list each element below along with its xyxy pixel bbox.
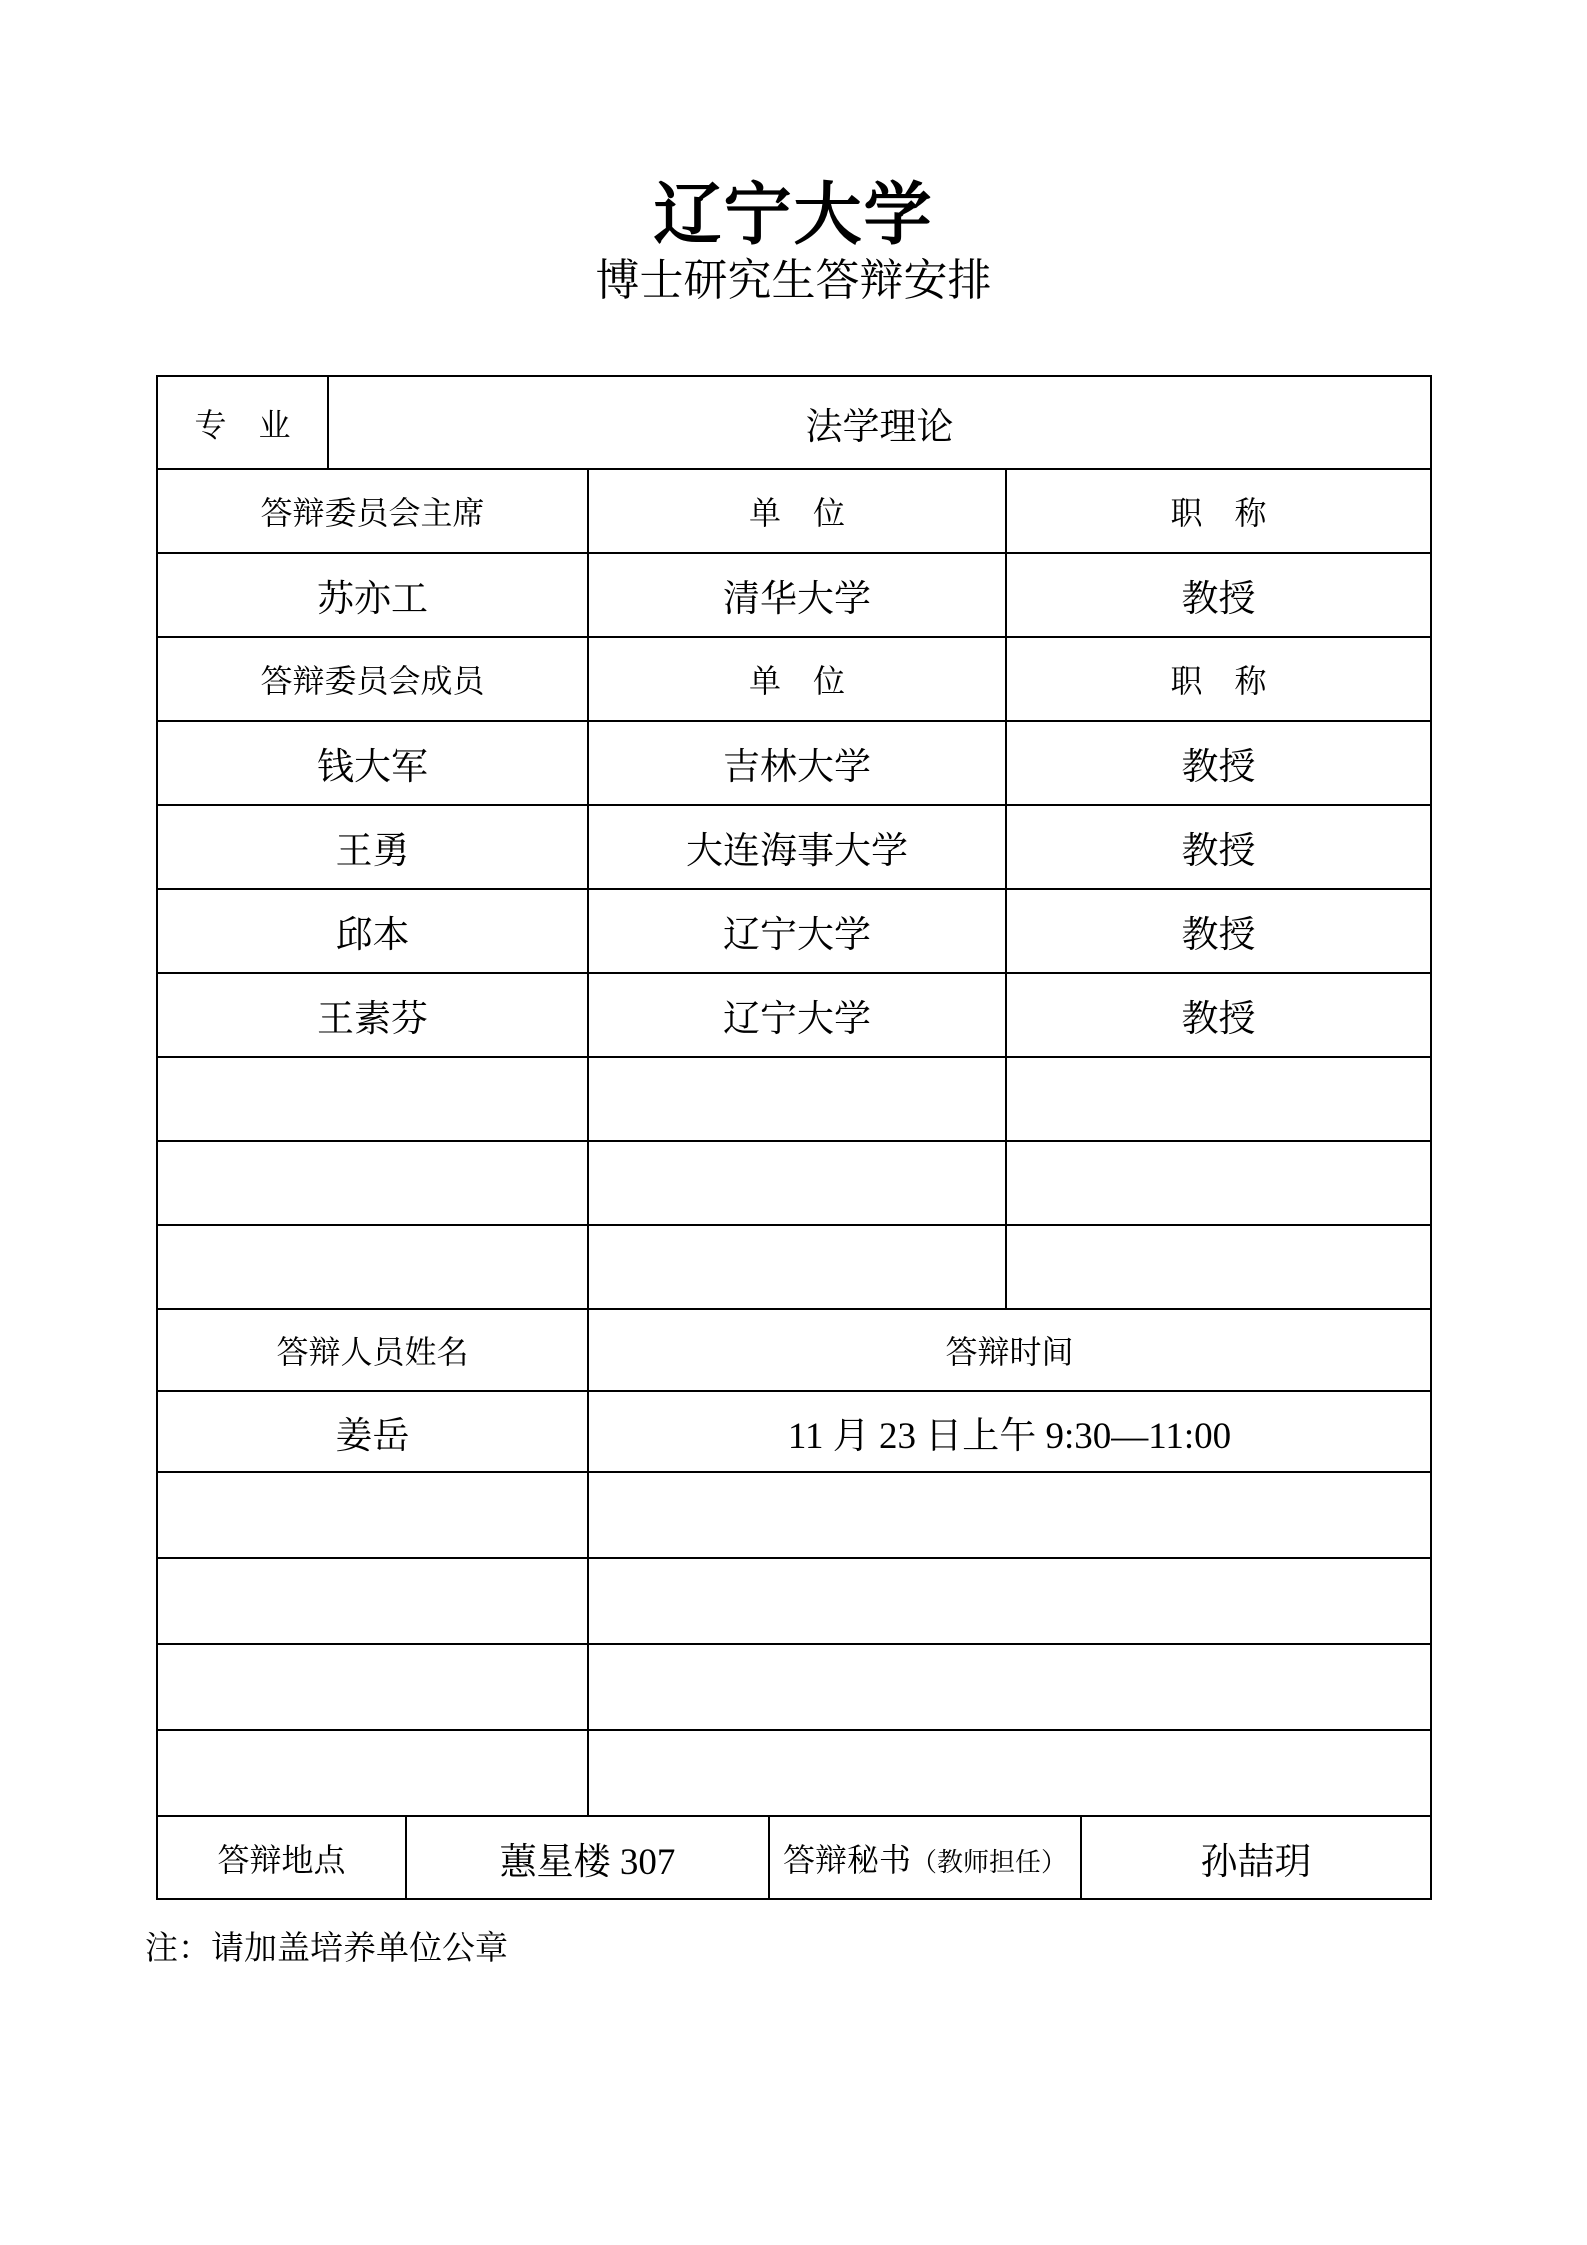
defense-name: 姜岳 <box>157 1391 588 1472</box>
empty-cell <box>157 1644 588 1730</box>
empty-cell <box>157 1558 588 1644</box>
empty-cell <box>588 1644 1431 1730</box>
empty-cell <box>588 1558 1431 1644</box>
chair-title: 教授 <box>1006 553 1431 637</box>
chair-unit: 清华大学 <box>588 553 1006 637</box>
empty-cell <box>157 1141 588 1225</box>
member-header-name: 答辩委员会成员 <box>157 637 588 721</box>
chair-header-unit: 单 位 <box>588 469 1006 553</box>
empty-cell <box>1006 1141 1431 1225</box>
member-name: 邱本 <box>157 889 588 973</box>
chair-header-title: 职 称 <box>1006 469 1431 553</box>
empty-cell <box>588 1057 1006 1141</box>
page-title: 辽宁大学 <box>653 177 934 253</box>
empty-cell <box>1006 1057 1431 1141</box>
member-row <box>157 721 1431 805</box>
member-row-empty <box>157 1225 1431 1309</box>
major-row <box>157 376 1431 469</box>
member-name: 王勇 <box>157 805 588 889</box>
chair-header-row <box>157 469 1431 553</box>
page-subtitle: 博士研究生答辩安排 <box>595 256 992 305</box>
empty-cell <box>157 1730 588 1816</box>
member-header-unit: 单 位 <box>588 637 1006 721</box>
member-title: 教授 <box>1006 973 1431 1057</box>
footer-row <box>157 1816 1431 1899</box>
defense-row <box>157 1391 1431 1472</box>
empty-cell <box>588 1141 1006 1225</box>
secretary-label-cell <box>769 1816 1081 1899</box>
stamp-note: 注：请加盖培养单位公章 <box>145 1931 508 1967</box>
member-title: 教授 <box>1006 721 1431 805</box>
defense-time: 11 月 23 日上午 9:30—11:00 <box>588 1391 1431 1472</box>
member-title: 教授 <box>1006 889 1431 973</box>
location-value: 蕙星楼 307 <box>406 1816 769 1899</box>
member-header-title: 职 称 <box>1006 637 1431 721</box>
empty-cell <box>1006 1225 1431 1309</box>
chair-row <box>157 553 1431 637</box>
member-row <box>157 889 1431 973</box>
member-row-empty <box>157 1057 1431 1141</box>
member-row-empty <box>157 1141 1431 1225</box>
member-header-row <box>157 637 1431 721</box>
empty-cell <box>588 1472 1431 1558</box>
member-unit: 辽宁大学 <box>588 889 1006 973</box>
chair-header-name: 答辩委员会主席 <box>157 469 588 553</box>
major-value: 法学理论 <box>328 376 1431 469</box>
secretary-label: 答辩秘书 <box>782 1841 911 1878</box>
secretary-value: 孙喆玥 <box>1081 1816 1431 1899</box>
member-row <box>157 805 1431 889</box>
secretary-label-note: （教师担任） <box>911 1847 1068 1877</box>
defense-arrangement-table <box>156 375 1432 1900</box>
member-title: 教授 <box>1006 805 1431 889</box>
defense-header-name: 答辩人员姓名 <box>157 1309 588 1391</box>
defense-row-empty <box>157 1472 1431 1558</box>
member-unit: 大连海事大学 <box>588 805 1006 889</box>
location-label: 答辩地点 <box>157 1816 406 1899</box>
defense-header-time: 答辩时间 <box>588 1309 1431 1391</box>
defense-row-empty <box>157 1644 1431 1730</box>
defense-row-empty <box>157 1558 1431 1644</box>
defense-row-empty <box>157 1730 1431 1816</box>
member-row <box>157 973 1431 1057</box>
member-unit: 吉林大学 <box>588 721 1006 805</box>
member-name: 钱大军 <box>157 721 588 805</box>
member-unit: 辽宁大学 <box>588 973 1006 1057</box>
defense-header-row <box>157 1309 1431 1391</box>
empty-cell <box>588 1730 1431 1816</box>
empty-cell <box>157 1057 588 1141</box>
chair-name: 苏亦工 <box>157 553 588 637</box>
empty-cell <box>157 1225 588 1309</box>
member-name: 王素芬 <box>157 973 588 1057</box>
empty-cell <box>157 1472 588 1558</box>
major-label: 专 业 <box>157 376 328 469</box>
empty-cell <box>588 1225 1006 1309</box>
